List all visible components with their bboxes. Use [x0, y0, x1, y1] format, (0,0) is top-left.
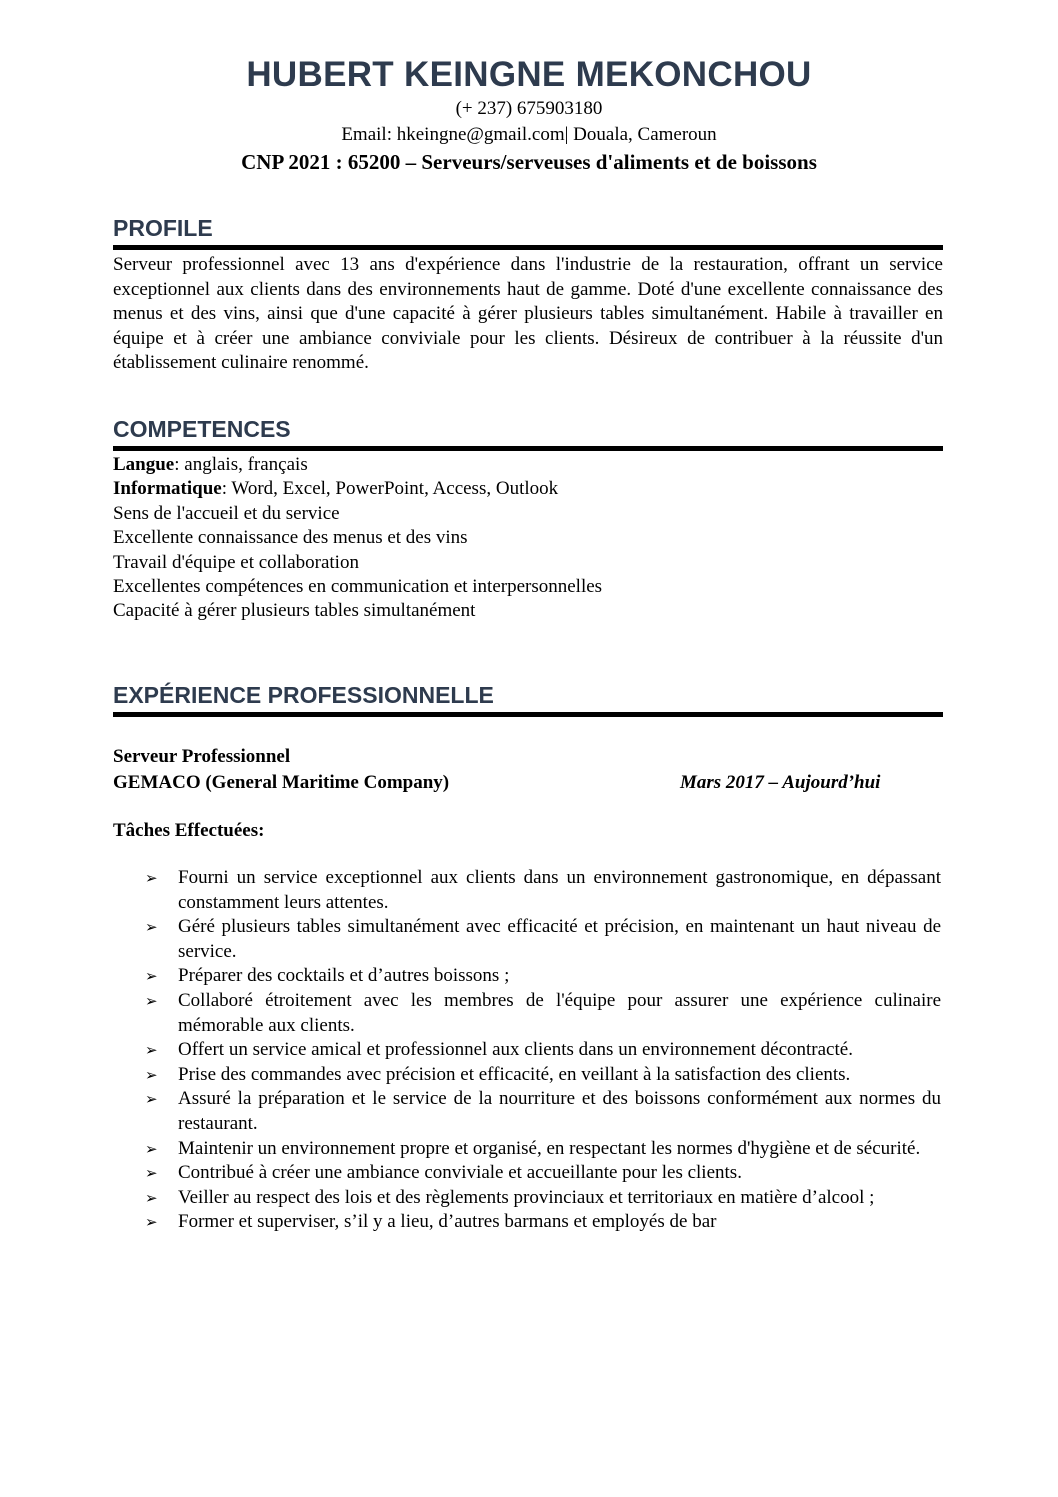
skill-computing — [113, 477, 943, 501]
skill-languages-label: Langue — [113, 454, 175, 475]
skill-item: Excellente connaissance des menus et des vins — [113, 527, 468, 549]
arrow-bullet-icon: ➢ — [145, 1041, 158, 1060]
resume-header — [0, 54, 1058, 176]
skill-item: Excellentes compétences en communication et interpersonnelles — [113, 576, 603, 598]
profile-text: Serveur professionnel avec 13 ans d'expérience dans l'industrie de la restauration, offrant un service exceptionnel aux clients dans des environnements haut de gamme. Doté d'une excellente connaissance des menus et des vins, ainsi que d'une capacité à gérer plusieurs tables simultanément. Habile à travailler en équipe et à créer une ambiance conviviale pour les clients. Désireux de contribuer à la réussite d'un établissement culinaire renommé. — [113, 254, 943, 374]
competences-title: COMPETENCES — [113, 416, 291, 442]
skill-computing-label: Informatique — [113, 478, 222, 500]
job-entry — [113, 744, 943, 796]
experience-section — [113, 680, 943, 717]
task-text: Fourni un service exceptionnel aux clients dans un environnement gastronomique, en dépassant constamment leurs attentes. — [178, 867, 941, 913]
section-divider — [113, 446, 943, 451]
job-dates: Mars 2017 – Aujourd’hui — [680, 772, 881, 793]
task-text: Offert un service amical et professionnel aux clients dans un environnement décontracté. — [178, 1039, 853, 1061]
arrow-bullet-icon: ➢ — [145, 1139, 158, 1158]
list-item — [145, 915, 941, 964]
list-item — [145, 989, 941, 1038]
task-text: Veiller au respect des lois et des règlements provinciaux et territoriaux en matière d’alcool ; — [178, 1186, 875, 1208]
skill-item: Travail d'équipe et collaboration — [113, 551, 359, 573]
competences-section — [113, 414, 943, 624]
cnp-code: CNP 2021 : 65200 – Serveurs/serveuses d'aliments et de boissons — [241, 150, 817, 174]
section-divider — [113, 712, 943, 717]
profile-title: PROFILE — [113, 215, 213, 241]
list-item — [145, 1186, 941, 1211]
list-item — [145, 1161, 941, 1186]
candidate-name: HUBERT KEINGNE MEKONCHOU — [246, 55, 812, 94]
list-item — [145, 1137, 941, 1162]
skill-computing-value: : Word, Excel, PowerPoint, Access, Outlook — [221, 478, 559, 500]
arrow-bullet-icon: ➢ — [145, 1213, 158, 1232]
job-title: Serveur Professionnel — [113, 746, 291, 767]
arrow-bullet-icon: ➢ — [145, 918, 158, 937]
list-item — [145, 1038, 941, 1063]
task-text: Préparer des cocktails et d’autres boissons ; — [178, 965, 510, 987]
list-item — [145, 1087, 941, 1136]
arrow-bullet-icon: ➢ — [145, 967, 158, 986]
arrow-bullet-icon: ➢ — [145, 869, 158, 887]
tasks-title: Tâches Effectuées: — [113, 820, 265, 841]
profile-section — [113, 213, 943, 376]
task-text: Maintenir un environnement propre et organisé, en respectant les normes d'hygiène et de sécurité. — [178, 1137, 921, 1159]
skill-item: Sens de l'accueil et du service — [113, 502, 340, 524]
arrow-bullet-icon: ➢ — [145, 1065, 158, 1084]
task-text: Collaboré étroitement avec les membres de l'équipe pour assurer une expérience culinaire mémorable aux clients. — [178, 989, 941, 1036]
email-location: Email: hkeingne@gmail.com| Douala, Cameroun — [341, 124, 717, 145]
task-text: Géré plusieurs tables simultanément avec efficacité et précision, en maintenant un haut niveau de service. — [178, 916, 941, 962]
experience-title: EXPÉRIENCE PROFESSIONNELLE — [113, 682, 494, 708]
skill-item: Capacité à gérer plusieurs tables simultanément — [113, 600, 476, 622]
task-text: Assuré la préparation et le service de la nourriture et des boissons conformément aux normes du restaurant. — [178, 1088, 941, 1134]
list-item — [145, 1210, 941, 1235]
section-divider — [113, 245, 943, 250]
task-text: Former et superviser, s’il y a lieu, d’autres barmans et employés de bar — [178, 1211, 717, 1233]
task-text: Contribué à créer une ambiance conviviale et accueillante pour les clients. — [178, 1162, 742, 1184]
task-list — [145, 866, 941, 1235]
arrow-bullet-icon: ➢ — [145, 1188, 158, 1207]
job-company-row — [113, 770, 943, 796]
list-item — [145, 964, 941, 989]
task-text: Prise des commandes avec précision et efficacité, en veillant à la satisfaction des clients. — [178, 1063, 851, 1085]
list-item — [145, 866, 941, 915]
arrow-bullet-icon: ➢ — [145, 1090, 158, 1109]
list-item — [145, 1063, 941, 1088]
skill-languages-value: : anglais, français — [174, 454, 308, 475]
arrow-bullet-icon: ➢ — [145, 1164, 158, 1183]
skills-list — [113, 453, 943, 624]
phone-number: (+ 237) 675903180 — [455, 98, 603, 119]
arrow-bullet-icon: ➢ — [145, 991, 158, 1010]
skill-languages — [113, 453, 943, 477]
job-company: GEMACO (General Maritime Company) — [113, 772, 450, 793]
